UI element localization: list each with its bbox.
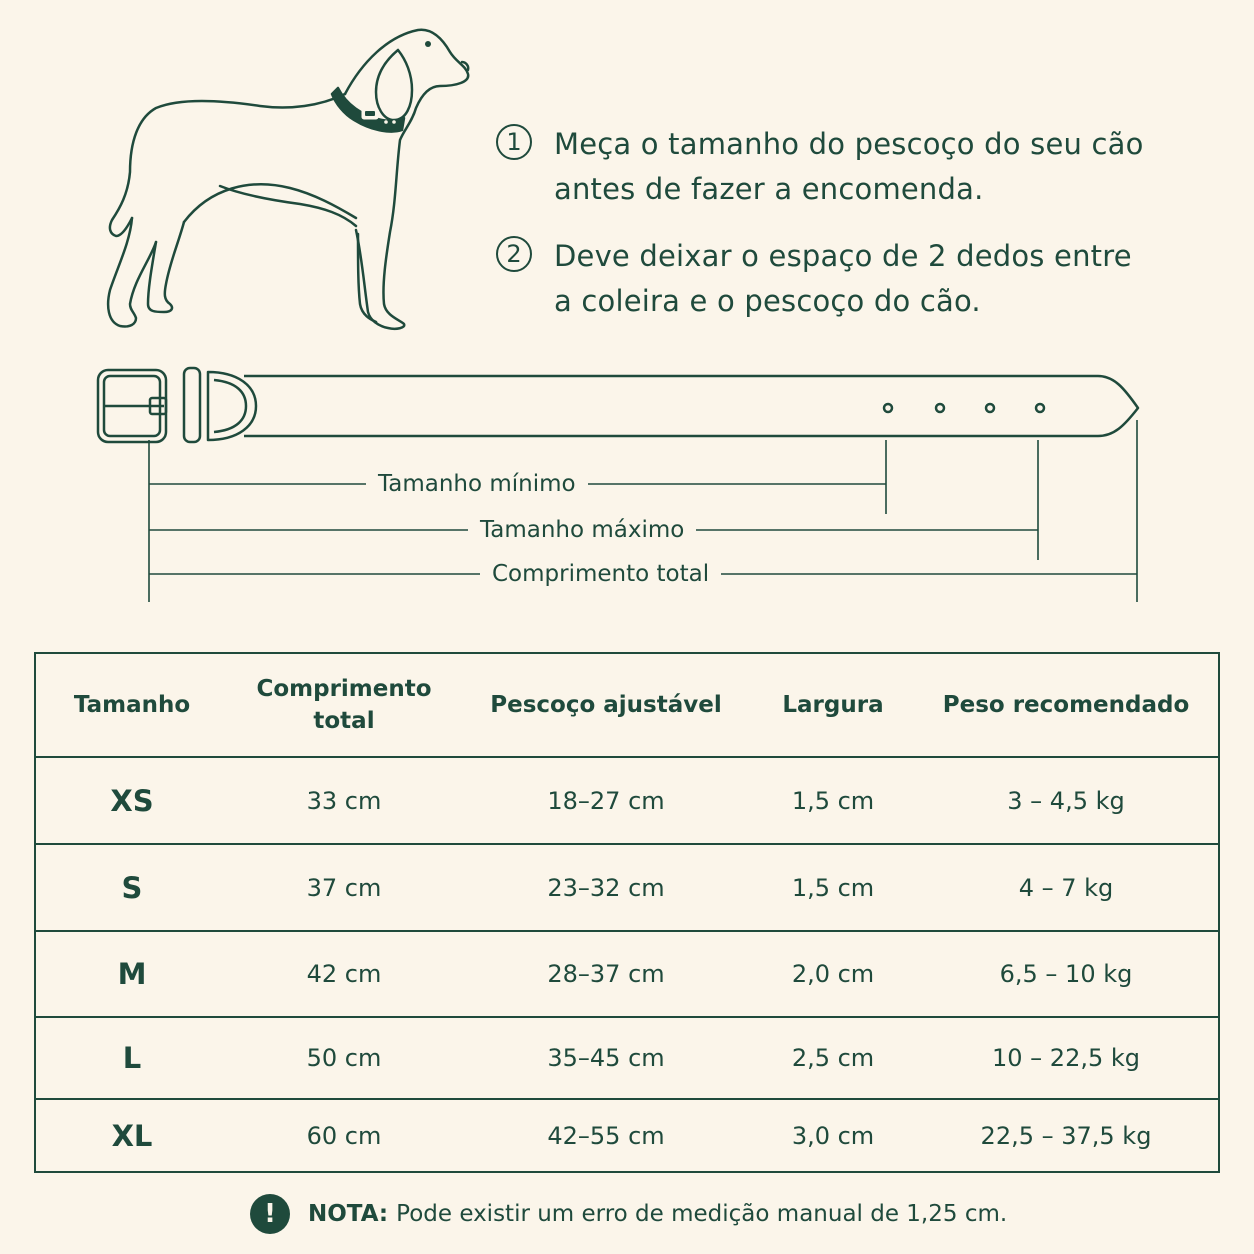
row-width: 1,5 cm [752, 757, 914, 844]
table-row [35, 931, 1219, 1017]
row-weight: 10 – 22,5 kg [914, 1017, 1219, 1099]
exclamation-icon: ! [250, 1194, 290, 1234]
dog-illustration [100, 22, 480, 338]
row-length: 37 cm [228, 844, 460, 931]
total-length-label: Comprimento total [480, 560, 721, 588]
step-number-1: 1 [496, 124, 532, 160]
max-size-label: Tamanho máximo [468, 516, 696, 544]
table-row [35, 844, 1219, 931]
strap-hole [1036, 404, 1044, 412]
strap-hole [936, 404, 944, 412]
row-size: XL [111, 1118, 153, 1153]
row-neck: 42–55 cm [547, 1121, 665, 1150]
step-2 [496, 234, 1216, 324]
row-length: 60 cm [306, 1121, 382, 1150]
row-weight: 22,5 – 37,5 kg [980, 1121, 1152, 1150]
row-size: S [35, 844, 228, 931]
row-neck: 28–37 cm [460, 931, 752, 1017]
step-1-text: Meça o tamanho do pescoço do seu cão antes de fazer a encomenda. [554, 127, 1144, 206]
row-size: XS [35, 757, 228, 844]
row-width: 2,5 cm [752, 1017, 914, 1099]
header-weight: Peso recomendado [914, 653, 1219, 757]
step-2-text: Deve deixar o espaço de 2 dedos entre a coleira e o pescoço do cão. [554, 239, 1132, 318]
row-length: 50 cm [228, 1017, 460, 1099]
row-length: 42 cm [228, 931, 460, 1017]
row-width: 1,5 cm [752, 844, 914, 931]
table-header-row [35, 653, 1219, 757]
min-size-label: Tamanho mínimo [366, 470, 588, 498]
header-width: Largura [752, 653, 914, 757]
header-neck: Pescoço ajustável [460, 653, 752, 757]
table-row [35, 1099, 1219, 1172]
d-ring-icon [208, 372, 256, 440]
keeper-loop [184, 368, 200, 442]
row-neck: 23–32 cm [460, 844, 752, 931]
row-length: 33 cm [228, 757, 460, 844]
step-1 [496, 122, 1216, 212]
row-weight: 3 – 4,5 kg [914, 757, 1219, 844]
row-neck: 35–45 cm [460, 1017, 752, 1099]
strap-hole [884, 404, 892, 412]
row-neck: 18–27 cm [460, 757, 752, 844]
measurement-note [250, 1194, 1007, 1234]
table-row [35, 1017, 1219, 1099]
header-size: Tamanho [35, 653, 228, 757]
row-size: M [35, 931, 228, 1017]
note-label: NOTA: [308, 1201, 389, 1227]
note-text: Pode existir um erro de medição manual de 1,25 cm. [396, 1201, 1008, 1227]
size-table [34, 652, 1220, 1173]
strap-hole [986, 404, 994, 412]
row-weight: 4 – 7 kg [914, 844, 1219, 931]
row-width: 3,0 cm [791, 1121, 875, 1150]
header-length: Comprimento total [228, 653, 460, 757]
collar-strap [244, 376, 1138, 436]
row-width: 2,0 cm [752, 931, 914, 1017]
table-row [35, 757, 1219, 844]
row-size: L [35, 1017, 228, 1099]
instructions [496, 122, 1216, 346]
row-weight: 6,5 – 10 kg [914, 931, 1219, 1017]
step-number-2: 2 [496, 236, 532, 272]
